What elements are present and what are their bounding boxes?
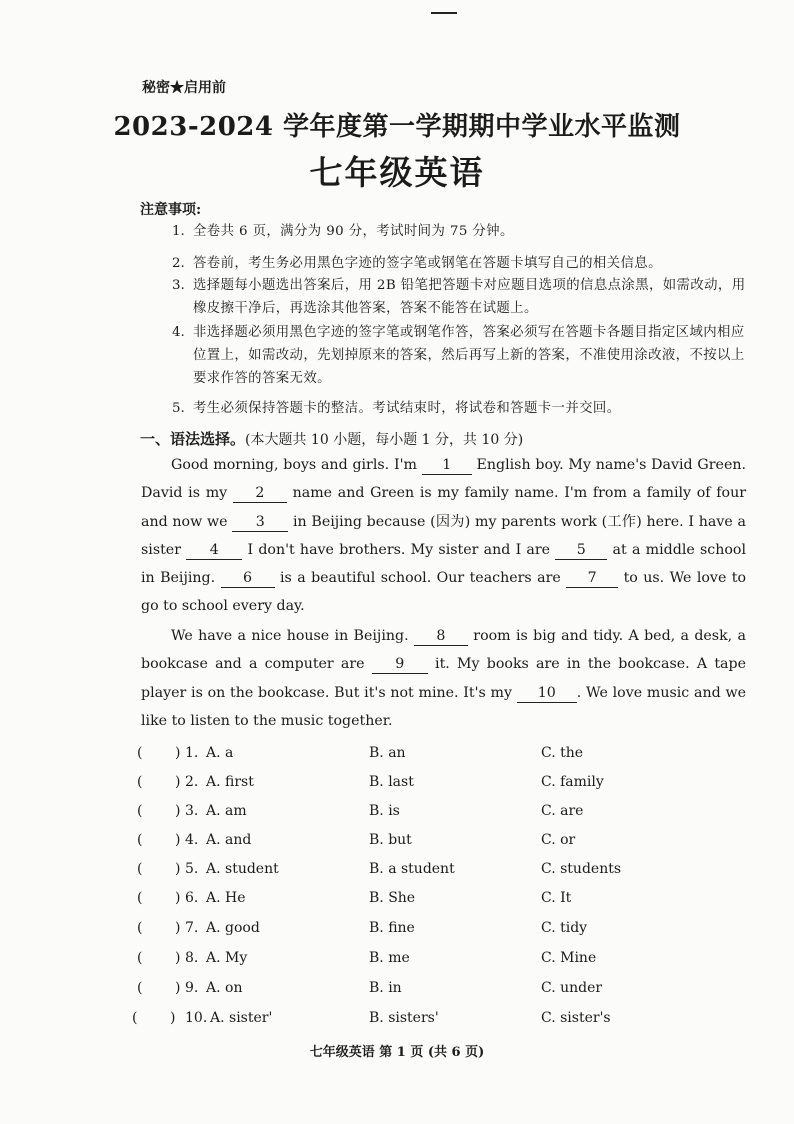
question-row — [0, 774, 794, 802]
question-row — [0, 920, 794, 948]
passage-text: it. My books are in the bookcase. A tape player is on the bookcase. But it's not mine. It's my — [141, 656, 746, 701]
question-row — [0, 745, 794, 773]
question-number: 7. — [185, 920, 199, 936]
answer-paren-open: ( — [137, 950, 143, 966]
blank-4: 4 — [186, 541, 242, 560]
passage-paragraph-2 — [141, 622, 746, 735]
notice-item — [172, 321, 757, 390]
section-subtitle: (本大题共 10 小题，每小题 1 分，共 10 分) — [245, 432, 524, 448]
question-number: 6. — [185, 890, 199, 906]
option-c: C. tidy — [541, 920, 588, 936]
notice-number: 2. — [172, 256, 185, 271]
question-row — [0, 832, 794, 860]
secret-label: 秘密★启用前 — [142, 80, 226, 96]
top-mark — [431, 12, 457, 14]
passage-text: room is big and tidy. A bed, a desk, a bookcase and a computer are — [141, 628, 746, 673]
option-a: A. good — [206, 920, 260, 936]
option-a: A. on — [206, 980, 243, 996]
notice-text: 答卷前，考生务必用黑色字迹的签字笔或钢笔在答题卡填写自己的相关信息。 — [193, 256, 662, 271]
answer-paren-open: ( — [137, 980, 143, 996]
option-b: B. fine — [369, 920, 415, 936]
section-title: 一、语法选择。 — [140, 430, 246, 448]
page-footer: 七年级英语 第 1 页 (共 6 页) — [309, 1045, 485, 1060]
passage-text: name and Green is my family name. I'm from a family of four and now we — [141, 485, 746, 530]
notice-text: 选择题每小题选出答案后，用 2B 铅笔把答题卡对应题目选项的信息点涂黑，如需改动，用橡皮擦干净后，再选涂其他答案，答案不能答在试题上。 — [193, 278, 746, 316]
question-number: 3. — [185, 803, 199, 819]
question-row — [0, 980, 794, 1008]
blank-7: 7 — [566, 569, 618, 588]
answer-paren-open: ( — [137, 774, 143, 790]
option-a: A. a — [206, 745, 234, 761]
notice-item — [172, 220, 757, 243]
answer-paren-close: ) — [175, 890, 181, 906]
passage-text: I don't have brothers. My sister and I are — [242, 541, 556, 558]
option-a: A. and — [206, 832, 252, 848]
answer-paren-close: ) — [175, 774, 181, 790]
question-number: 8. — [185, 950, 199, 966]
option-a: A. My — [206, 950, 248, 966]
option-b: B. a student — [369, 861, 455, 877]
question-row — [0, 861, 794, 889]
question-row — [0, 1010, 794, 1038]
question-row — [0, 803, 794, 831]
blank-8: 8 — [414, 627, 468, 646]
option-c: C. sister's — [541, 1010, 611, 1026]
answer-paren-close: ) — [175, 920, 181, 936]
passage-text: Good morning, boys and girls. I'm — [171, 457, 422, 473]
option-a: A. He — [206, 890, 246, 906]
answer-paren-close: ) — [170, 1010, 176, 1026]
answer-paren-close: ) — [175, 803, 181, 819]
option-a: A. am — [206, 803, 247, 819]
blank-5: 5 — [555, 541, 607, 560]
question-number: 4. — [185, 832, 199, 848]
option-b: B. last — [369, 774, 414, 790]
option-b: B. me — [369, 950, 410, 966]
option-a: A. first — [206, 774, 254, 790]
option-c: C. or — [541, 832, 576, 848]
passage-text: to us. We love to go to school every day. — [141, 570, 746, 615]
option-b: B. She — [369, 890, 416, 906]
answer-paren-close: ) — [175, 950, 181, 966]
option-b: B. an — [369, 745, 406, 761]
answer-paren-close: ) — [175, 745, 181, 761]
notice-number: 4. — [172, 325, 185, 340]
answer-paren-open: ( — [137, 861, 143, 877]
passage-text: at a middle school in Beijing. — [141, 541, 746, 587]
answer-paren-open: ( — [137, 803, 143, 819]
option-c: C. are — [541, 803, 584, 819]
notice-number: 5. — [172, 401, 185, 416]
notice-text: 非选择题必须用黑色字迹的签字笔或钢笔作答，答案必须写在答题卡各题目指定区域内相应位置上，如需改动，先划掉原来的答案，然后再写上新的答案，不准使用涂改液，不按以上要求作答的答案无效。 — [193, 325, 745, 386]
option-c: C. Mine — [541, 950, 597, 966]
blank-6: 6 — [221, 569, 275, 588]
option-c: C. under — [541, 980, 603, 996]
passage-text: is a beautiful school. Our teachers are — [274, 570, 567, 587]
blank-1: 1 — [422, 456, 472, 475]
option-c: C. students — [541, 861, 622, 877]
passage-text: English boy. My name's David Green. David is my — [141, 457, 746, 502]
answer-paren-open: ( — [137, 920, 143, 936]
notice-number: 1. — [172, 224, 185, 239]
passage-paragraph-1 — [141, 451, 746, 621]
notice-text: 全卷共 6 页，满分为 90 分，考试时间为 75 分钟。 — [193, 224, 514, 239]
passage-text: We have a nice house in Beijing. — [171, 628, 414, 644]
blank-9: 9 — [372, 655, 428, 674]
blank-3: 3 — [232, 513, 288, 532]
subject-title: 七年级英语 — [309, 153, 485, 192]
notice-item — [172, 252, 757, 275]
blank-2: 2 — [233, 484, 287, 503]
option-c: C. family — [541, 774, 604, 790]
answer-paren-close: ) — [175, 861, 181, 877]
notice-number: 3. — [172, 278, 185, 293]
notice-item — [172, 397, 757, 420]
notice-heading: 注意事项: — [140, 202, 202, 218]
notice-item — [172, 274, 757, 320]
option-c: C. It — [541, 890, 572, 906]
question-number: 9. — [185, 980, 199, 996]
notice-text: 考生必须保持答题卡的整洁。考试结束时，将试卷和答题卡一并交回。 — [193, 401, 621, 416]
question-number: 10. — [185, 1010, 208, 1026]
answer-paren-open: ( — [137, 832, 143, 848]
answer-paren-open: ( — [137, 745, 143, 761]
option-a: A. sister' — [210, 1010, 273, 1026]
question-row — [0, 950, 794, 978]
option-b: B. in — [369, 980, 402, 996]
answer-paren-open: ( — [132, 1010, 138, 1026]
option-a: A. student — [206, 861, 279, 877]
option-c: C. the — [541, 745, 584, 761]
answer-paren-close: ) — [175, 832, 181, 848]
answer-paren-close: ) — [175, 980, 181, 996]
section-heading — [140, 428, 523, 449]
option-b: B. is — [369, 803, 400, 819]
passage-text: in Beijing because (因为) my parents work (工作) here. I have a sister — [141, 513, 746, 558]
question-number: 1. — [185, 745, 199, 761]
answer-paren-open: ( — [137, 890, 143, 906]
passage-text: . We love music and we like to listen to the music together. — [141, 684, 746, 729]
question-number: 5. — [185, 861, 199, 877]
question-row — [0, 890, 794, 918]
option-b: B. sisters' — [369, 1010, 439, 1026]
option-b: B. but — [369, 832, 412, 848]
question-number: 2. — [185, 774, 199, 790]
blank-10: 10 — [517, 684, 577, 703]
exam-title: 2023-2024 学年度第一学期期中学业水平监测 — [113, 112, 681, 142]
